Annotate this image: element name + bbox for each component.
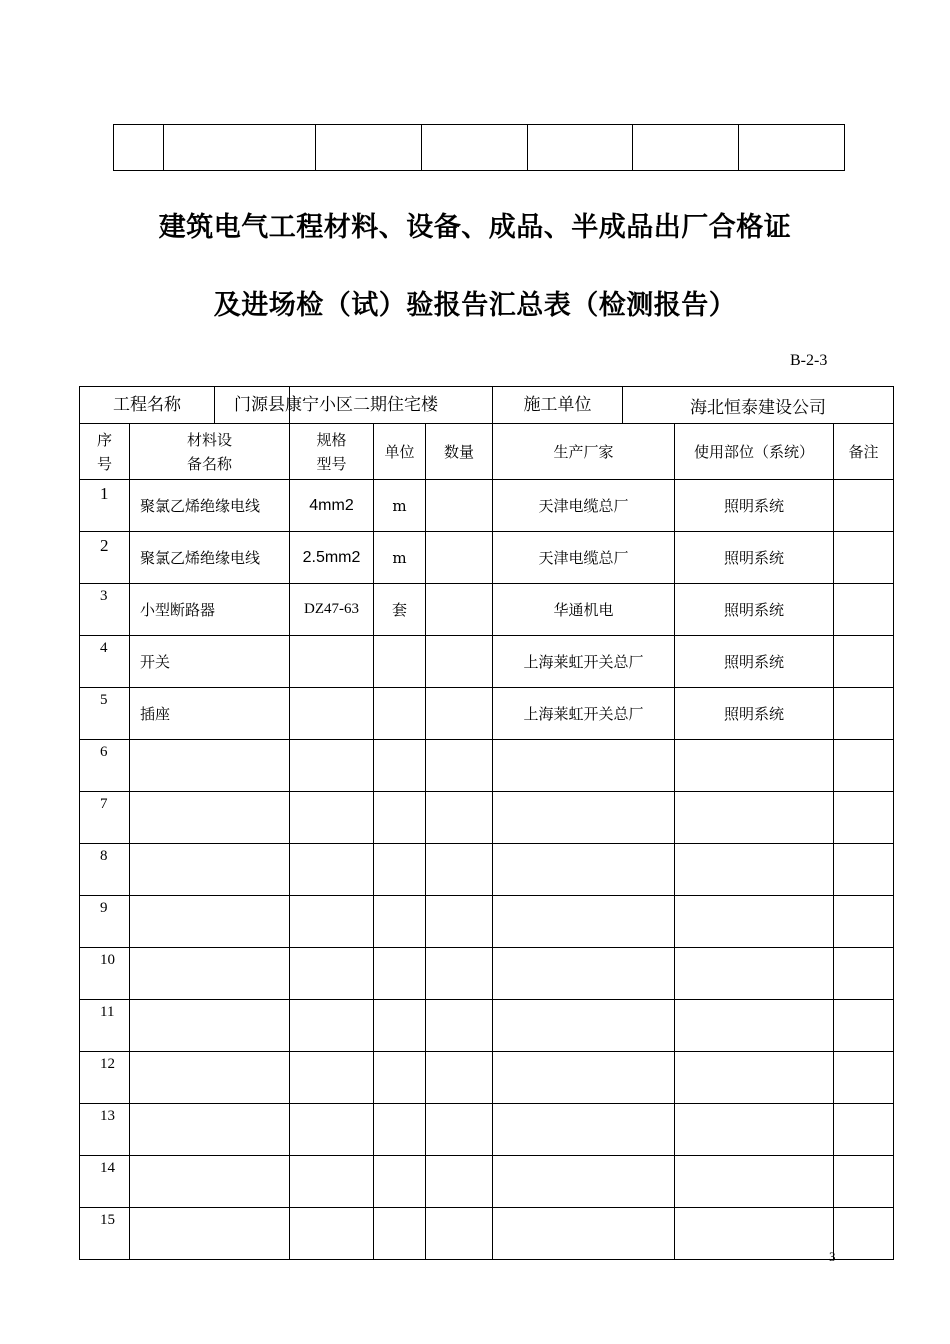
row-usage-cell: 照明系统 bbox=[675, 688, 834, 740]
row-manufacturer-cell bbox=[493, 1000, 675, 1052]
row-remark-cell bbox=[834, 1104, 894, 1156]
table-row bbox=[80, 1000, 894, 1052]
row-usage-cell: 照明系统 bbox=[675, 636, 834, 688]
contractor-cell bbox=[493, 387, 894, 424]
row-unit-cell bbox=[374, 1208, 426, 1260]
row-index-cell: 1 bbox=[80, 480, 130, 532]
summary-table bbox=[79, 386, 894, 1260]
table-row bbox=[80, 1052, 894, 1104]
col-header-index-bottom: 号 bbox=[96, 454, 112, 473]
row-manufacturer-cell bbox=[493, 1052, 675, 1104]
row-spec-cell bbox=[290, 636, 374, 688]
row-spec-cell bbox=[290, 740, 374, 792]
row-manufacturer-cell: 上海莱虹开关总厂 bbox=[493, 688, 675, 740]
signature-box-table bbox=[113, 124, 845, 171]
row-usage-cell bbox=[675, 844, 834, 896]
row-spec-cell bbox=[290, 792, 374, 844]
row-unit-cell: m bbox=[374, 480, 426, 532]
row-usage-cell bbox=[675, 740, 834, 792]
row-remark-cell bbox=[834, 844, 894, 896]
row-spec-cell bbox=[290, 1208, 374, 1260]
row-index-cell: 2 bbox=[80, 532, 130, 584]
table-row bbox=[80, 792, 894, 844]
row-spec-cell: 4mm2 bbox=[290, 480, 374, 532]
col-header-index bbox=[80, 424, 130, 480]
row-manufacturer-cell bbox=[493, 844, 675, 896]
table-row bbox=[80, 896, 894, 948]
row-quantity-cell bbox=[426, 1208, 493, 1260]
row-unit-cell bbox=[374, 896, 426, 948]
row-unit-cell bbox=[374, 1156, 426, 1208]
row-name-cell bbox=[130, 740, 290, 792]
row-manufacturer-cell: 华通机电 bbox=[493, 584, 675, 636]
row-unit-cell bbox=[374, 1052, 426, 1104]
signature-box-cell bbox=[633, 125, 739, 171]
row-quantity-cell bbox=[426, 792, 493, 844]
row-usage-cell bbox=[675, 1000, 834, 1052]
col-header-name bbox=[130, 424, 290, 480]
row-remark-cell bbox=[834, 584, 894, 636]
col-header-usage: 使用部位（系统） bbox=[675, 424, 834, 480]
col-header-spec-top: 规格 bbox=[316, 430, 347, 449]
table-row bbox=[80, 688, 894, 740]
row-unit-cell bbox=[374, 844, 426, 896]
row-manufacturer-cell bbox=[493, 792, 675, 844]
row-remark-cell bbox=[834, 1156, 894, 1208]
row-name-cell bbox=[130, 844, 290, 896]
row-spec-cell: 2.5mm2 bbox=[290, 532, 374, 584]
row-spec-cell: DZ47-63 bbox=[290, 584, 374, 636]
col-header-name-bottom: 备名称 bbox=[186, 454, 232, 473]
row-remark-cell bbox=[834, 636, 894, 688]
row-quantity-cell bbox=[426, 636, 493, 688]
project-info-row bbox=[80, 387, 894, 424]
row-unit-cell bbox=[374, 792, 426, 844]
row-quantity-cell bbox=[426, 1156, 493, 1208]
table-row bbox=[80, 1208, 894, 1260]
col-header-quantity: 数量 bbox=[426, 424, 493, 480]
row-name-cell bbox=[130, 792, 290, 844]
row-spec-cell bbox=[290, 688, 374, 740]
row-index-cell: 11 bbox=[80, 1000, 130, 1052]
row-index-cell: 14 bbox=[80, 1156, 130, 1208]
row-name-cell bbox=[130, 948, 290, 1000]
row-quantity-cell bbox=[426, 844, 493, 896]
row-quantity-cell bbox=[426, 1104, 493, 1156]
row-unit-cell bbox=[374, 636, 426, 688]
row-name-cell bbox=[130, 1052, 290, 1104]
signature-box-cell bbox=[422, 125, 528, 171]
row-usage-cell bbox=[675, 896, 834, 948]
row-manufacturer-cell bbox=[493, 1104, 675, 1156]
table-row bbox=[80, 480, 894, 532]
table-row bbox=[80, 584, 894, 636]
row-remark-cell bbox=[834, 1000, 894, 1052]
table-row bbox=[80, 532, 894, 584]
row-manufacturer-cell: 天津电缆总厂 bbox=[493, 480, 675, 532]
row-remark-cell bbox=[834, 688, 894, 740]
signature-box-cell bbox=[164, 125, 316, 171]
row-index-cell: 15 bbox=[80, 1208, 130, 1260]
signature-box-cell bbox=[114, 125, 164, 171]
row-remark-cell bbox=[834, 740, 894, 792]
row-index-cell: 9 bbox=[80, 896, 130, 948]
row-index-cell: 4 bbox=[80, 636, 130, 688]
row-spec-cell bbox=[290, 1052, 374, 1104]
col-header-spec bbox=[290, 424, 374, 480]
row-unit-cell bbox=[374, 740, 426, 792]
row-name-cell: 聚氯乙烯绝缘电线 bbox=[130, 532, 290, 584]
signature-box-cell bbox=[739, 125, 845, 171]
row-remark-cell bbox=[834, 948, 894, 1000]
row-manufacturer-cell bbox=[493, 740, 675, 792]
project-label: 工程名称 bbox=[80, 387, 215, 423]
row-usage-cell: 照明系统 bbox=[675, 584, 834, 636]
table-row bbox=[80, 1104, 894, 1156]
row-index-cell: 10 bbox=[80, 948, 130, 1000]
row-remark-cell bbox=[834, 792, 894, 844]
row-unit-cell bbox=[374, 688, 426, 740]
row-quantity-cell bbox=[426, 1000, 493, 1052]
row-unit-cell bbox=[374, 1104, 426, 1156]
row-name-cell bbox=[130, 1208, 290, 1260]
col-header-spec-bottom: 型号 bbox=[316, 454, 347, 473]
row-usage-cell bbox=[675, 1052, 834, 1104]
row-usage-cell: 照明系统 bbox=[675, 532, 834, 584]
row-usage-cell bbox=[675, 1104, 834, 1156]
signature-box-row bbox=[114, 125, 845, 171]
row-usage-cell bbox=[675, 948, 834, 1000]
signature-box-cell bbox=[316, 125, 422, 171]
row-usage-cell bbox=[675, 1156, 834, 1208]
row-name-cell bbox=[130, 896, 290, 948]
row-quantity-cell bbox=[426, 532, 493, 584]
row-quantity-cell bbox=[426, 948, 493, 1000]
row-index-cell: 3 bbox=[80, 584, 130, 636]
contractor-value: 海北恒泰建设公司 bbox=[690, 397, 827, 418]
table-row bbox=[80, 636, 894, 688]
row-spec-cell bbox=[290, 844, 374, 896]
row-spec-cell bbox=[290, 1104, 374, 1156]
row-name-cell: 小型断路器 bbox=[130, 584, 290, 636]
project-value-cell bbox=[234, 387, 493, 424]
form-code: B-2-3 bbox=[790, 352, 828, 369]
row-name-cell bbox=[130, 1000, 290, 1052]
row-name-cell bbox=[130, 1104, 290, 1156]
row-quantity-cell bbox=[426, 896, 493, 948]
row-spec-cell bbox=[290, 896, 374, 948]
row-usage-cell bbox=[675, 1208, 834, 1260]
signature-box-cell bbox=[528, 125, 633, 171]
row-spec-cell bbox=[290, 1000, 374, 1052]
row-remark-cell bbox=[834, 532, 894, 584]
row-index-cell: 6 bbox=[80, 740, 130, 792]
row-quantity-cell bbox=[426, 584, 493, 636]
row-name-cell bbox=[130, 1156, 290, 1208]
row-name-cell: 开关 bbox=[130, 636, 290, 688]
row-remark-cell bbox=[834, 1052, 894, 1104]
col-header-name-top: 材料设 bbox=[186, 430, 232, 449]
row-quantity-cell bbox=[426, 1052, 493, 1104]
row-manufacturer-cell bbox=[493, 1156, 675, 1208]
project-value: 门源县康宁小区二期住宅楼 bbox=[234, 395, 438, 415]
row-unit-cell bbox=[374, 948, 426, 1000]
row-index-cell: 12 bbox=[80, 1052, 130, 1104]
row-index-cell: 13 bbox=[80, 1104, 130, 1156]
row-name-cell: 聚氯乙烯绝缘电线 bbox=[130, 480, 290, 532]
row-usage-cell: 照明系统 bbox=[675, 480, 834, 532]
row-usage-cell bbox=[675, 792, 834, 844]
col-header-remark: 备注 bbox=[834, 424, 894, 480]
row-spec-cell bbox=[290, 1156, 374, 1208]
page-title-line-1: 建筑电气工程材料、设备、成品、半成品出厂合格证 bbox=[158, 212, 792, 243]
row-manufacturer-cell: 上海莱虹开关总厂 bbox=[493, 636, 675, 688]
row-remark-cell bbox=[834, 480, 894, 532]
row-index-cell: 8 bbox=[80, 844, 130, 896]
row-quantity-cell bbox=[426, 688, 493, 740]
row-index-cell: 5 bbox=[80, 688, 130, 740]
row-manufacturer-cell bbox=[493, 1208, 675, 1260]
table-row bbox=[80, 948, 894, 1000]
table-row bbox=[80, 740, 894, 792]
row-manufacturer-cell bbox=[493, 948, 675, 1000]
row-manufacturer-cell bbox=[493, 896, 675, 948]
col-header-manufacturer: 生产厂家 bbox=[493, 424, 675, 480]
row-name-cell: 插座 bbox=[130, 688, 290, 740]
row-unit-cell: 套 bbox=[374, 584, 426, 636]
row-remark-cell bbox=[834, 1208, 894, 1260]
row-spec-cell bbox=[290, 948, 374, 1000]
row-quantity-cell bbox=[426, 480, 493, 532]
col-header-index-top: 序 bbox=[96, 430, 112, 449]
column-header-row bbox=[80, 424, 894, 480]
contractor-label: 施工单位 bbox=[493, 387, 623, 423]
row-quantity-cell bbox=[426, 740, 493, 792]
col-header-unit: 单位 bbox=[374, 424, 426, 480]
row-unit-cell: m bbox=[374, 532, 426, 584]
row-manufacturer-cell: 天津电缆总厂 bbox=[493, 532, 675, 584]
page-title-line-2: 及进场检（试）验报告汇总表（检测报告） bbox=[213, 290, 737, 321]
table-row bbox=[80, 1156, 894, 1208]
table-row bbox=[80, 844, 894, 896]
row-unit-cell bbox=[374, 1000, 426, 1052]
row-remark-cell bbox=[834, 896, 894, 948]
row-index-cell: 7 bbox=[80, 792, 130, 844]
page-number: 3 bbox=[829, 1249, 836, 1264]
